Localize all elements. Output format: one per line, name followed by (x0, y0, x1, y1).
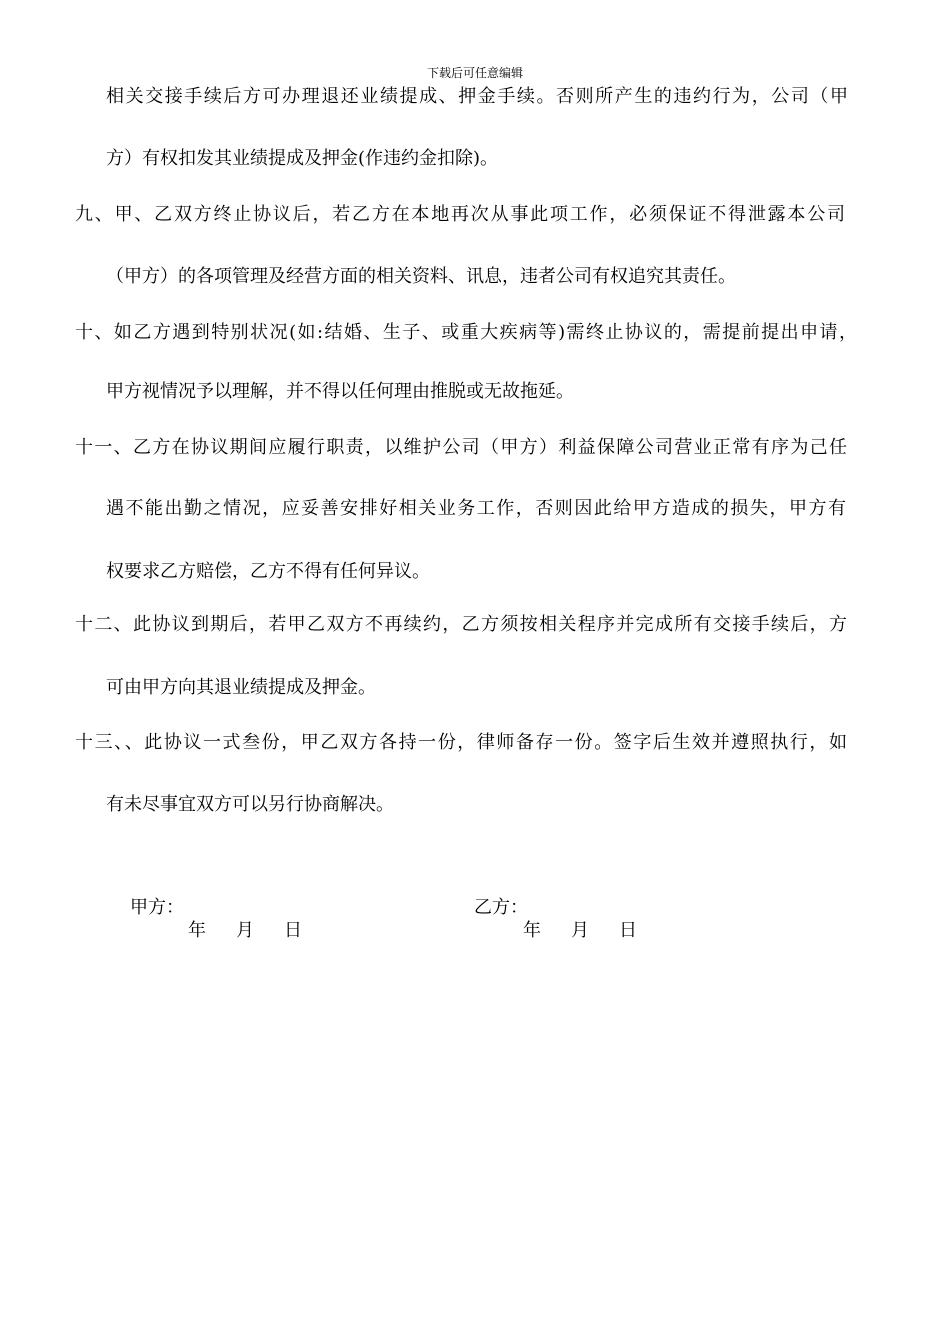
clause-13-line: 有未尽事宜双方可以另行协商解决。 (106, 794, 394, 815)
party-a-label: 甲方： (130, 897, 184, 918)
clause-10-line: 甲方视情况予以理解，并不得以任何理由推脱或无故拖延。 (106, 381, 574, 402)
month-label: 月 (571, 920, 589, 941)
party-b-date (523, 920, 637, 942)
clause-11-line: 遇不能出勤之情况，应妥善安排好相关业务工作，否则因此给甲方造成的损失，甲方有 (106, 498, 848, 519)
clause-13-line: 十三、、此协议一式叁份，甲乙双方各持一份，律师备存一份。签字后生效并遵照执行，如 (75, 732, 849, 753)
year-label: 年 (188, 920, 206, 941)
paragraph-line: 相关交接手续后方可办理退还业绩提成、押金手续。否则所产生的违约行为，公司（甲 (106, 86, 850, 107)
day-label: 日 (284, 920, 302, 941)
day-label: 日 (619, 920, 637, 941)
clause-11-line: 十一、乙方在协议期间应履行职责，以维护公司（甲方）利益保障公司营业正常有序为己任 (75, 437, 849, 458)
clause-10-line: 十、如乙方遇到特别状况(如:结婚、生子、或重大疾病等)需终止协议的，需提前提出申请， (75, 322, 859, 343)
party-a-date (188, 920, 302, 942)
year-label: 年 (523, 920, 541, 941)
clause-12-line: 可由甲方向其退业绩提成及押金。 (106, 677, 376, 698)
clause-12-line: 十二、此协议到期后，若甲乙双方不再续约，乙方须按相关程序并完成所有交接手续后，方 (75, 614, 849, 635)
paragraph-line: 方）有权扣发其业绩提成及押金(作违约金扣除)。 (106, 148, 499, 169)
party-b-label: 乙方： (474, 897, 528, 918)
clause-9-line: （甲方）的各项管理及经营方面的相关资料、讯息，违者公司有权追究其责任。 (106, 266, 736, 287)
clause-9-line: 九、甲、乙双方终止协议后，若乙方在本地再次从事此项工作，必须保证不得泄露本公司 (75, 204, 847, 225)
clause-11-line: 权要求乙方赔偿，乙方不得有任何异议。 (106, 561, 430, 582)
page-header: 下载后可任意编辑 (426, 66, 523, 80)
month-label: 月 (236, 920, 254, 941)
